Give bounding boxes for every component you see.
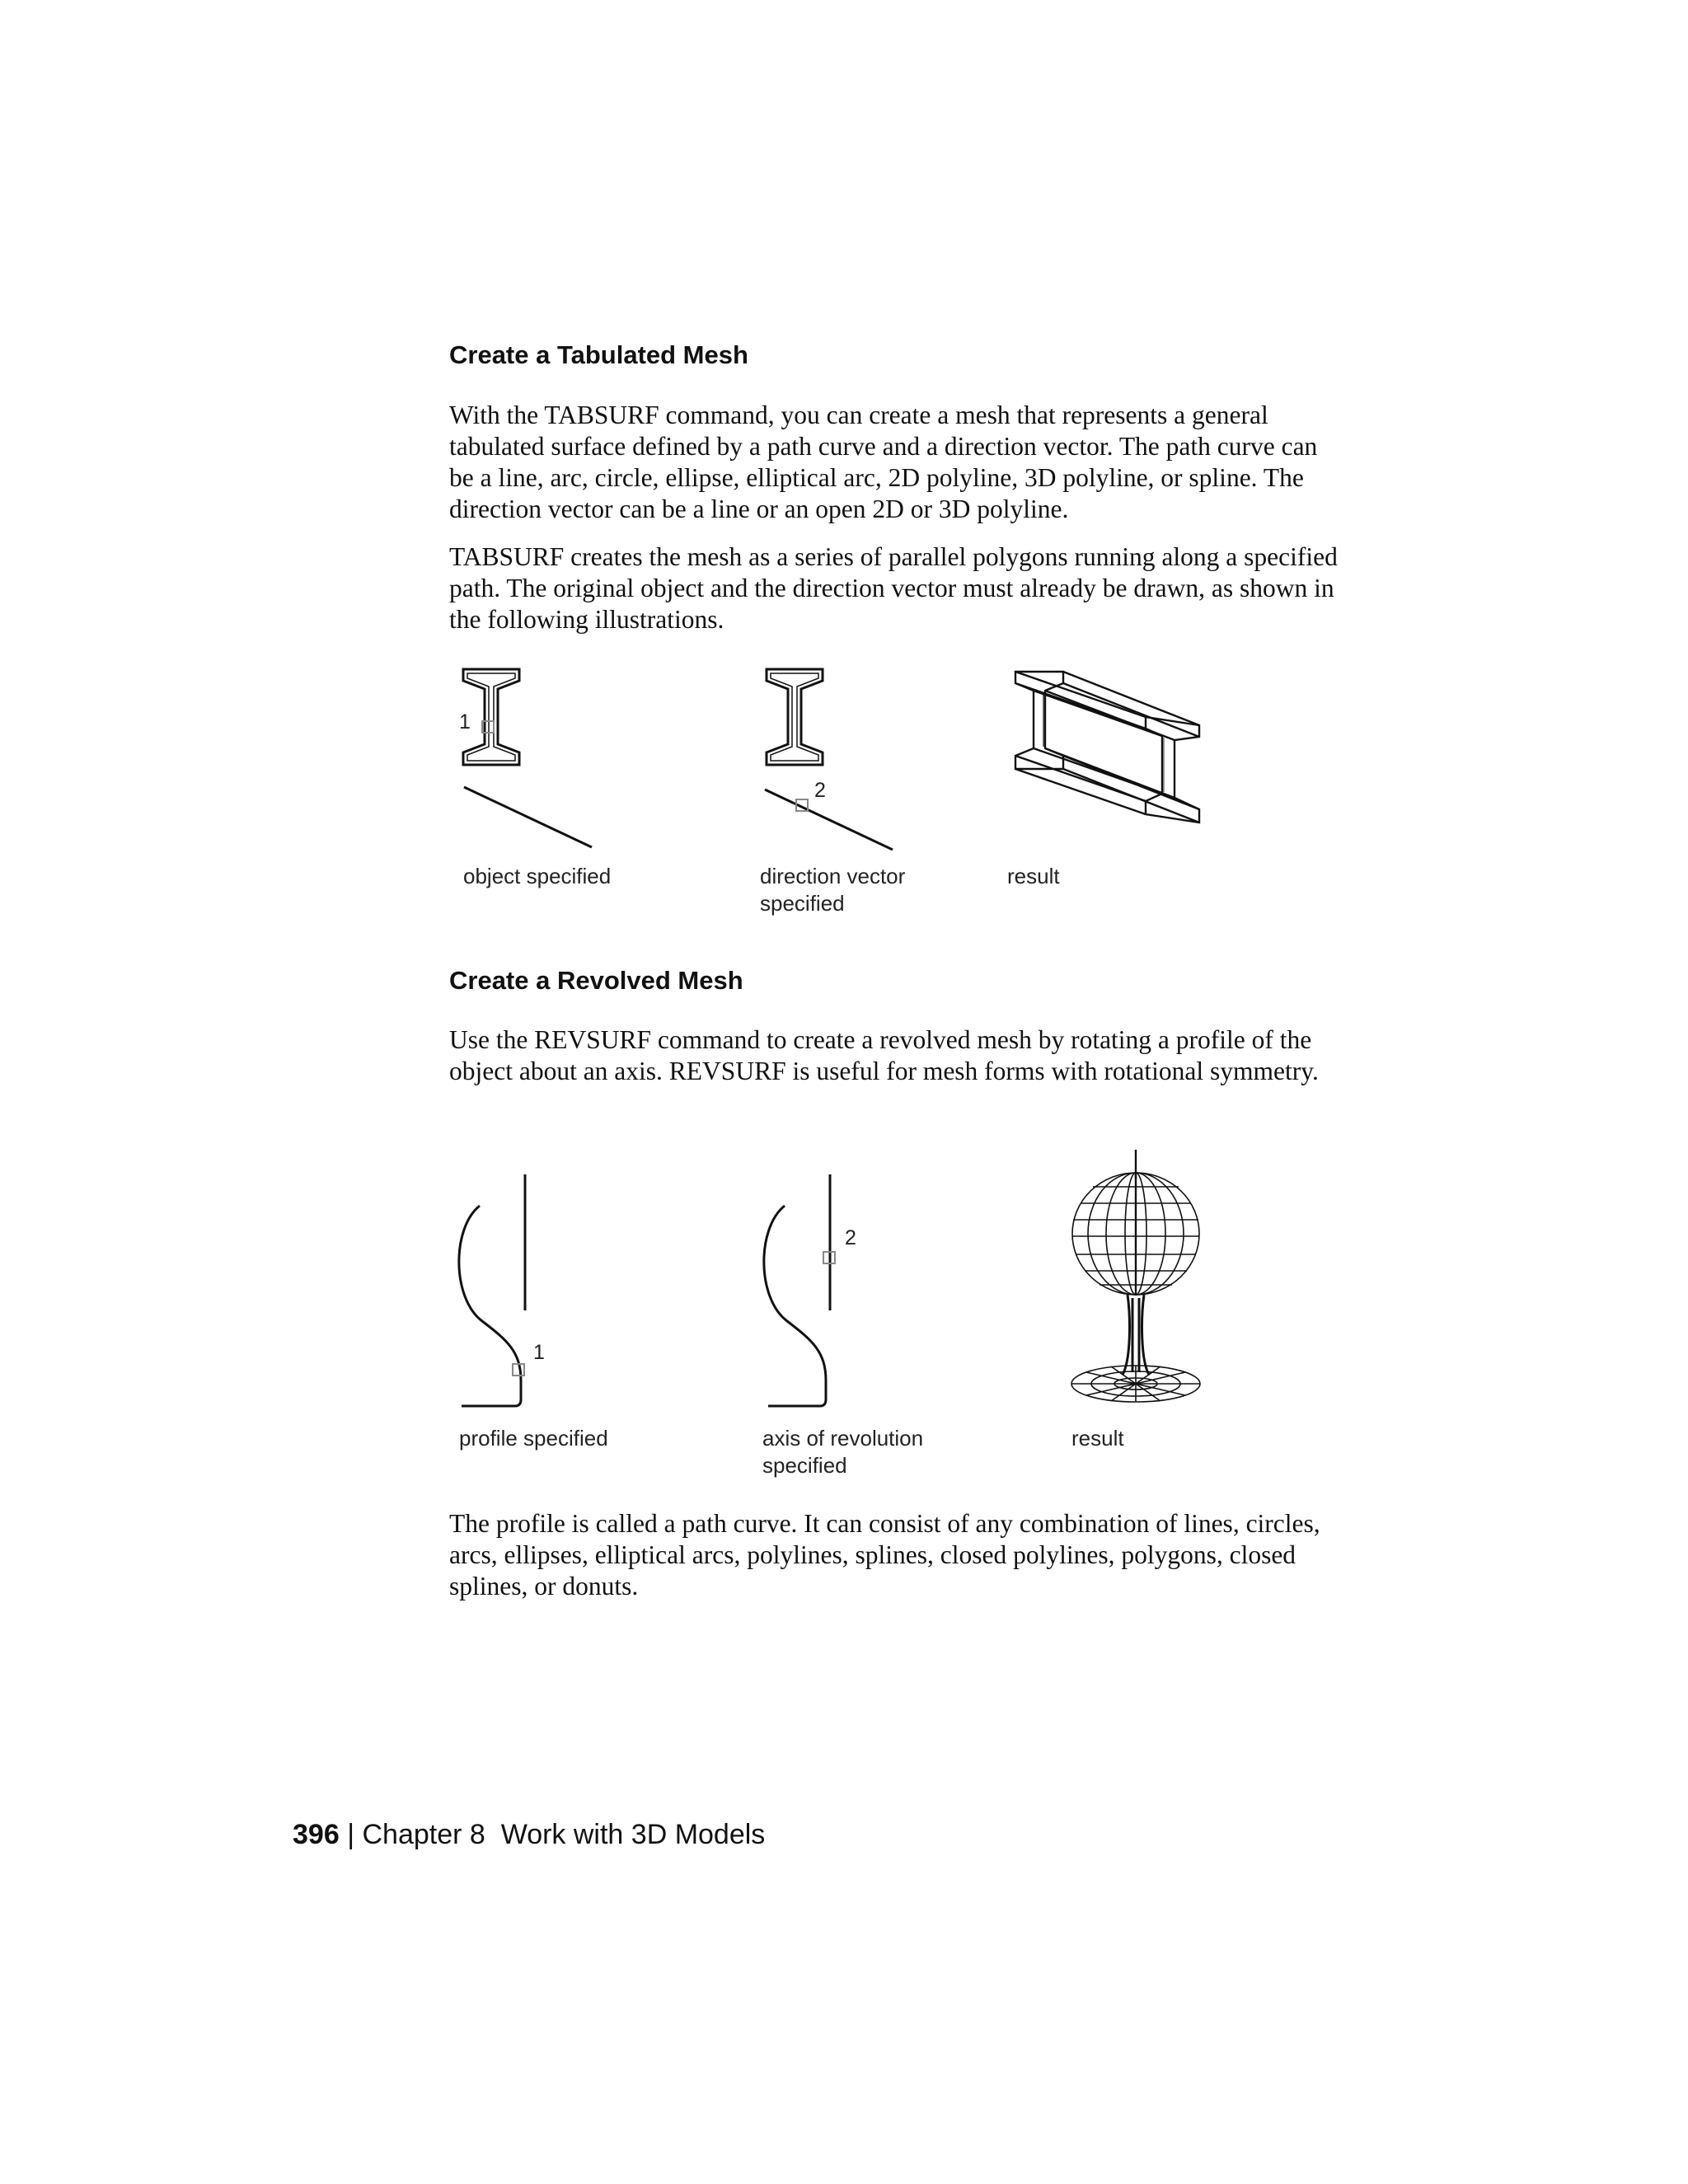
section-heading-revolved: Create a Revolved Mesh	[449, 966, 743, 995]
chapter-title: Work with 3D Models	[500, 1819, 766, 1850]
caption-axis-of-revolution-2: specified	[762, 1453, 847, 1478]
caption-direction-vector: direction vector	[760, 864, 906, 888]
callout-number-1b: 1	[533, 1341, 545, 1364]
profile-curve-1	[459, 1206, 521, 1406]
profile-curve-2	[764, 1206, 826, 1406]
page-footer	[293, 1819, 765, 1851]
caption-result-2: result	[1071, 1426, 1124, 1451]
paragraph-tabsurf-polygons: TABSURF creates the mesh as a series of parallel polygons running along a specified path. The original object and the direction vector must already be drawn, as shown in the following illustrations.	[449, 542, 1338, 634]
callout-number-1: 1	[459, 710, 471, 733]
chapter-label: Chapter 8	[362, 1819, 485, 1850]
callout-number-2b: 2	[845, 1226, 856, 1249]
caption-result-1: result	[1007, 864, 1060, 888]
caption-object-specified: object specified	[463, 864, 612, 888]
footer-separator: |	[347, 1819, 355, 1850]
caption-profile-specified: profile specified	[459, 1426, 608, 1451]
caption-axis-of-revolution: axis of revolution	[762, 1426, 924, 1451]
caption-direction-vector-2: specified	[760, 891, 845, 916]
paragraph-tabsurf-intro: With the TABSURF command, you can create a mesh that represents a general tabulated surface defined by a path curve and a direction vector. The path curve can be a line, arc, circle, ellipse, elliptical arc, 2D polyline, 3D polyline, or spline. The direction vector can be a line or an open 2D or 3D polyline.	[449, 401, 1318, 523]
section-heading-tabulated: Create a Tabulated Mesh	[449, 340, 748, 369]
paragraph-revsurf-intro: Use the REVSURF command to create a revolved mesh by rotating a profile of the object about an axis. REVSURF is useful for mesh forms with rotational symmetry.	[449, 1025, 1319, 1085]
paragraph-profile-path-curve: The profile is called a path curve. It can consist of any combination of lines, circles, arcs, ellipses, elliptical arcs, polylines, splines, closed polylines, polygons, closed splines, or donuts.	[449, 1509, 1320, 1601]
callout-number-2: 2	[814, 779, 826, 802]
revolved-result-drawing	[1071, 1150, 1200, 1402]
page-number: 396	[293, 1819, 340, 1850]
